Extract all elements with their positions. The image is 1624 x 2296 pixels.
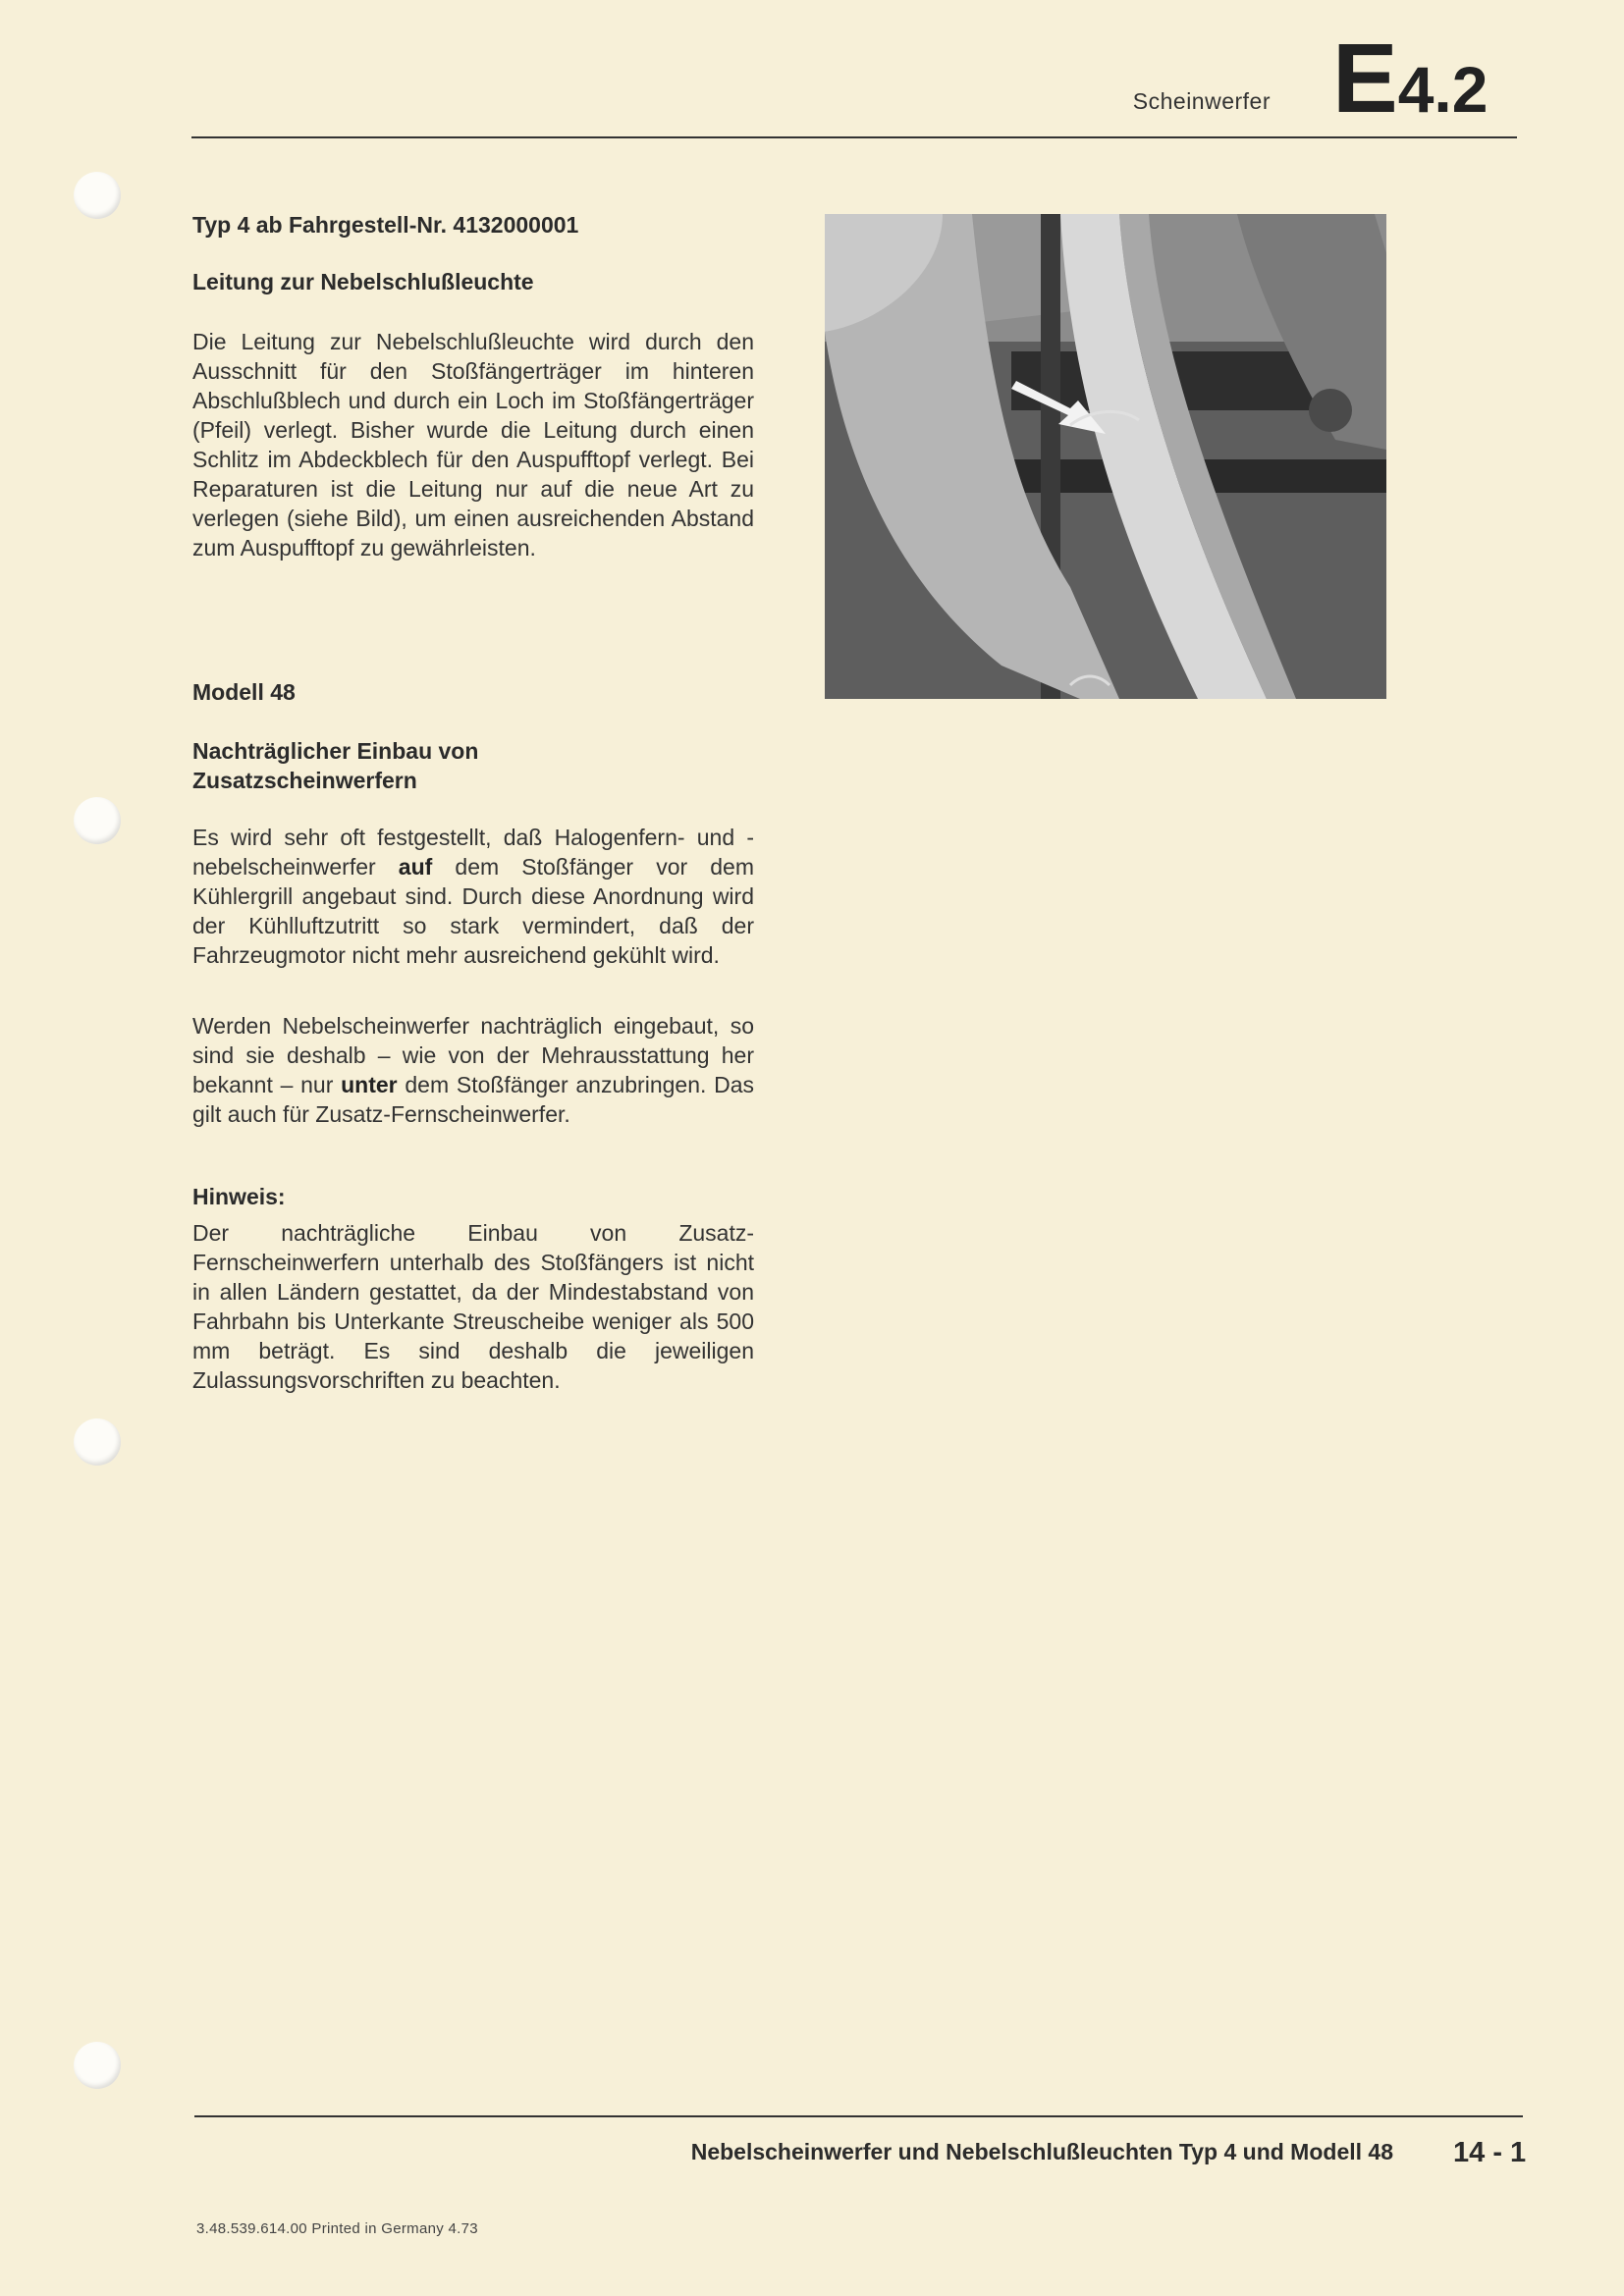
text-span: Werden Nebelscheinwerfer nachträglich eingebaut, so sind sie deshalb – wie von der Mehrausstattung her bekannt – nur xyxy=(192,1013,754,1097)
punch-hole xyxy=(74,172,121,219)
note-paragraph xyxy=(192,1218,754,1395)
punch-hole xyxy=(74,1418,121,1466)
paragraph-retrofit-1 xyxy=(192,823,754,970)
section-code-letter: E xyxy=(1332,24,1398,133)
bold-word: auf xyxy=(398,854,433,880)
text-span: Es wird sehr oft festgestellt, daß Halogenfern- und -nebelscheinwerfer xyxy=(192,825,754,880)
paragraph-wiring-text: Die Leitung zur Nebelschlußleuchte wird durch den Ausschnitt für den Stoßfängerträger im hinteren Abschlußblech und durch ein Loch im Stoßfängerträger (Pfeil) verlegt. Bisher wurde die Leitung durch einen Schlitz im Abdeckblech für den Auspufftopf verlegt. Bei Reparaturen ist die Leitung nur auf die neue Art zu verlegen (siehe Bild), um einen ausreichenden Abstand zum Auspufftopf zu gewährleisten. xyxy=(192,329,754,561)
photo-bumper-wiring xyxy=(825,214,1386,699)
note-label: Hinweis: xyxy=(192,1184,286,1209)
section-code xyxy=(1332,24,1489,133)
photo-illustration xyxy=(825,214,1386,699)
paragraph-wiring xyxy=(192,327,754,562)
bold-word: unter xyxy=(341,1072,398,1097)
section-code-number: 4.2 xyxy=(1397,53,1489,126)
footer-title: Nebelscheinwerfer und Nebelschlußleuchten Typ 4 und Modell 48 xyxy=(690,2139,1393,2164)
print-info: 3.48.539.614.00 Printed in Germany 4.73 xyxy=(196,2220,478,2237)
text-span: dem Stoßfänger anzubringen. Das gilt auch für Zusatz-Fernscheinwerfer. xyxy=(192,1072,755,1127)
section-title: Scheinwerfer xyxy=(1132,88,1271,114)
paragraph-retrofit-2 xyxy=(192,1011,754,1129)
punch-hole xyxy=(74,797,121,844)
note-text: Der nachträgliche Einbau von Zusatz-Fernscheinwerfern unterhalb des Stoßfängers ist nicht in allen Ländern gestattet, da der Mindestabstand von Fahrbahn bis Unterkante Streuscheibe weniger als 500 mm beträgt. Es sind deshalb die jeweiligen Zulassungsvorschriften zu beachten. xyxy=(192,1220,754,1393)
punch-hole xyxy=(74,2042,121,2089)
heading-vehicle-type: Typ 4 ab Fahrgestell-Nr. 4132000001 xyxy=(192,212,579,238)
heading-retrofit: Nachträglicher Einbau von Zusatzscheinwerfern xyxy=(192,738,479,793)
page-number: 14 - 1 xyxy=(1453,2137,1527,2168)
heading-fog-light-wiring: Leitung zur Nebelschlußleuchte xyxy=(192,269,534,294)
text-span: dem Stoßfänger vor dem Kühlergrill angebaut sind. Durch diese Anordnung wird der Kühlluftzutritt so stark vermindert, daß der Fahrzeugmotor nicht mehr ausreichend gekühlt wird. xyxy=(192,854,754,968)
heading-model: Modell 48 xyxy=(192,679,296,705)
header-divider xyxy=(191,136,1517,138)
footer-divider xyxy=(194,2115,1523,2117)
